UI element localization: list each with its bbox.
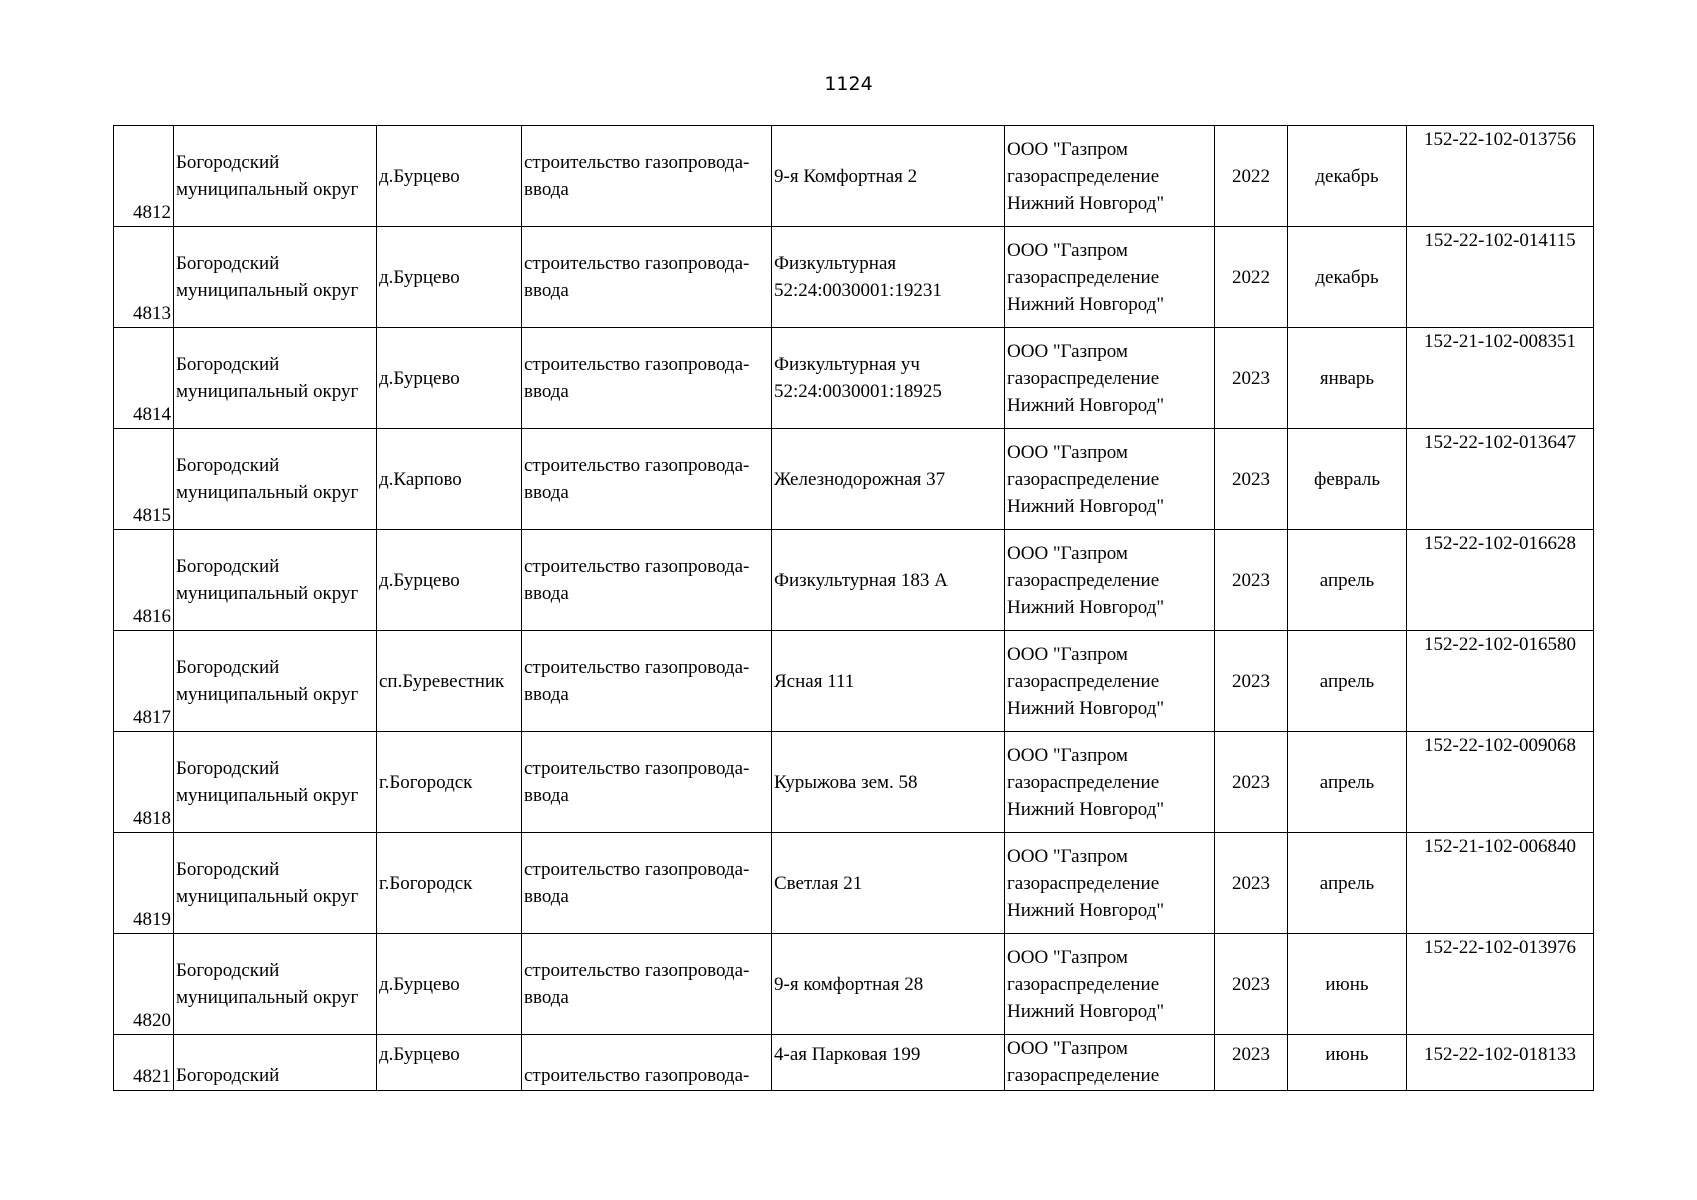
cell-num: 4820 [114, 934, 174, 1035]
cell-org-line: ООО "Газпром [1007, 239, 1128, 261]
cell-month: январь [1288, 328, 1407, 429]
cell-contract: 152-22-102-016628 [1407, 530, 1594, 631]
cell-org-line: Нижний Новгород" [1007, 798, 1165, 820]
cell-district-line: муниципальный округ [176, 886, 359, 907]
cell-year: 2023 [1215, 530, 1288, 631]
cell-address [772, 934, 1005, 1035]
cell-address-line: 52:24:0030001:18925 [774, 381, 942, 402]
cell-district-line: муниципальный округ [176, 381, 359, 402]
cell-address [772, 1035, 1005, 1091]
cell-year: 2023 [1215, 732, 1288, 833]
cell-year: 2022 [1215, 227, 1288, 328]
cell-address [772, 732, 1005, 833]
cell-locality: д.Бурцево [377, 934, 522, 1035]
cell-address-line: Курыжова зем. 58 [774, 771, 918, 793]
cell-locality: д.Бурцево [377, 227, 522, 328]
cell-district-line: муниципальный округ [176, 179, 359, 200]
cell-month: апрель [1288, 833, 1407, 934]
cell-work-line: ввода [524, 179, 569, 200]
cell-district-line: муниципальный округ [176, 987, 359, 1008]
cell-contract: 152-22-102-013647 [1407, 429, 1594, 530]
cell-work-line: строительство газопровода- [524, 1065, 750, 1086]
cell-work-line: ввода [524, 280, 569, 301]
cell-work-line: строительство газопровода- [524, 758, 750, 779]
cell-org [1005, 934, 1215, 1035]
cell-year: 2023 [1215, 1035, 1288, 1091]
cell-locality: г.Богородск [377, 732, 522, 833]
cell-num: 4815 [114, 429, 174, 530]
cell-org-line: газораспределение [1007, 973, 1160, 995]
cell-org [1005, 126, 1215, 227]
cell-work-line: строительство газопровода- [524, 657, 750, 678]
cell-contract: 152-22-102-018133 [1407, 1035, 1594, 1091]
table-row [114, 328, 1594, 429]
table-row [114, 934, 1594, 1035]
cell-org-line: газораспределение [1007, 1065, 1160, 1086]
cell-org-line: газораспределение [1007, 771, 1160, 793]
cell-month: июнь [1288, 934, 1407, 1035]
cell-work [522, 429, 772, 530]
cell-address-line: Железнодорожная 37 [774, 468, 946, 490]
cell-work-line: ввода [524, 886, 569, 907]
cell-org [1005, 732, 1215, 833]
cell-num: 4816 [114, 530, 174, 631]
cell-district [174, 126, 377, 227]
cell-work [522, 126, 772, 227]
cell-district [174, 227, 377, 328]
cell-contract: 152-22-102-009068 [1407, 732, 1594, 833]
cell-work [522, 328, 772, 429]
cell-work-line: ввода [524, 583, 569, 604]
cell-num: 4818 [114, 732, 174, 833]
cell-org-line: газораспределение [1007, 569, 1160, 591]
cell-work [522, 934, 772, 1035]
cell-district-line: Богородский [176, 657, 280, 678]
register-table [113, 125, 1594, 1091]
table-row [114, 1035, 1594, 1091]
cell-num: 4812 [114, 126, 174, 227]
cell-org [1005, 631, 1215, 732]
cell-month: апрель [1288, 530, 1407, 631]
cell-address-line: Ясная 111 [774, 670, 855, 692]
cell-org-line: Нижний Новгород" [1007, 697, 1165, 719]
cell-district [174, 833, 377, 934]
cell-year: 2023 [1215, 429, 1288, 530]
cell-address-line: Физкультурная уч [774, 354, 920, 375]
cell-work-line: строительство газопровода- [524, 859, 750, 880]
cell-address [772, 429, 1005, 530]
cell-org-line: газораспределение [1007, 266, 1160, 288]
cell-locality: д.Карпово [377, 429, 522, 530]
cell-org-line: Нижний Новгород" [1007, 293, 1165, 315]
cell-contract: 152-22-102-016580 [1407, 631, 1594, 732]
cell-address [772, 631, 1005, 732]
cell-locality: д.Бурцево [377, 328, 522, 429]
cell-work-line: ввода [524, 785, 569, 806]
table-row [114, 429, 1594, 530]
cell-org-line: ООО "Газпром [1007, 744, 1128, 766]
cell-contract: 152-22-102-013756 [1407, 126, 1594, 227]
cell-org-line: ООО "Газпром [1007, 1038, 1128, 1059]
cell-org-line: Нижний Новгород" [1007, 192, 1165, 214]
cell-org-line: ООО "Газпром [1007, 845, 1128, 867]
cell-contract: 152-22-102-013976 [1407, 934, 1594, 1035]
cell-org [1005, 227, 1215, 328]
cell-org-line: ООО "Газпром [1007, 643, 1128, 665]
cell-district-line: Богородский [176, 859, 280, 880]
cell-month: февраль [1288, 429, 1407, 530]
cell-district-line: муниципальный округ [176, 583, 359, 604]
cell-org [1005, 429, 1215, 530]
cell-district [174, 1035, 377, 1091]
cell-org-line: газораспределение [1007, 165, 1160, 187]
cell-month: декабрь [1288, 227, 1407, 328]
cell-org-line: Нижний Новгород" [1007, 394, 1165, 416]
cell-work-line: строительство газопровода- [524, 354, 750, 375]
cell-org-line: газораспределение [1007, 670, 1160, 692]
cell-locality: д.Бурцево [377, 1035, 522, 1091]
cell-org-line: газораспределение [1007, 872, 1160, 894]
cell-org-line: Нижний Новгород" [1007, 495, 1165, 517]
cell-district-line: Богородский [176, 253, 280, 274]
cell-district-line: муниципальный округ [176, 482, 359, 503]
cell-district-line: Богородский [176, 960, 280, 981]
cell-contract: 152-22-102-014115 [1407, 227, 1594, 328]
cell-district-line: муниципальный округ [176, 280, 359, 301]
cell-year: 2023 [1215, 328, 1288, 429]
cell-district [174, 328, 377, 429]
cell-org-line: ООО "Газпром [1007, 441, 1128, 463]
cell-work-line: строительство газопровода- [524, 960, 750, 981]
cell-org-line: газораспределение [1007, 367, 1160, 389]
cell-work [522, 530, 772, 631]
table-row [114, 631, 1594, 732]
table-body [114, 126, 1594, 1091]
cell-num: 4814 [114, 328, 174, 429]
cell-address [772, 530, 1005, 631]
cell-work-line: ввода [524, 381, 569, 402]
table-row [114, 530, 1594, 631]
cell-district-line: Богородский [176, 354, 280, 375]
cell-work-line: строительство газопровода- [524, 455, 750, 476]
cell-num: 4813 [114, 227, 174, 328]
cell-year: 2023 [1215, 934, 1288, 1035]
cell-district-line: Богородский [176, 1065, 280, 1086]
cell-month: апрель [1288, 631, 1407, 732]
cell-address-line: 4-ая Парковая 199 [774, 1044, 921, 1065]
table-row [114, 833, 1594, 934]
cell-work [522, 732, 772, 833]
cell-month: июнь [1288, 1035, 1407, 1091]
cell-district-line: Богородский [176, 455, 280, 476]
cell-district-line: Богородский [176, 556, 280, 577]
cell-org-line: Нижний Новгород" [1007, 899, 1165, 921]
cell-work [522, 631, 772, 732]
cell-num: 4817 [114, 631, 174, 732]
cell-district [174, 631, 377, 732]
cell-work-line: строительство газопровода- [524, 556, 750, 577]
cell-address-line: Светлая 21 [774, 872, 863, 894]
table-row [114, 126, 1594, 227]
cell-num: 4821 [114, 1035, 174, 1091]
cell-year: 2023 [1215, 631, 1288, 732]
cell-work-line: ввода [524, 684, 569, 705]
cell-org [1005, 833, 1215, 934]
cell-district [174, 732, 377, 833]
cell-org-line: ООО "Газпром [1007, 138, 1128, 160]
cell-locality: д.Бурцево [377, 530, 522, 631]
cell-address [772, 328, 1005, 429]
cell-year: 2023 [1215, 833, 1288, 934]
cell-contract: 152-21-102-008351 [1407, 328, 1594, 429]
cell-work [522, 833, 772, 934]
cell-org [1005, 530, 1215, 631]
cell-num: 4819 [114, 833, 174, 934]
cell-address [772, 833, 1005, 934]
cell-district-line: Богородский [176, 152, 280, 173]
cell-address [772, 227, 1005, 328]
cell-work [522, 227, 772, 328]
cell-org-line: Нижний Новгород" [1007, 1000, 1165, 1022]
cell-org-line: ООО "Газпром [1007, 340, 1128, 362]
cell-district [174, 530, 377, 631]
cell-locality: д.Бурцево [377, 126, 522, 227]
table-row [114, 227, 1594, 328]
cell-address-line: 52:24:0030001:19231 [774, 280, 942, 301]
cell-locality: сп.Буревестник [377, 631, 522, 732]
cell-work-line: ввода [524, 987, 569, 1008]
page-number: 1124 [824, 73, 873, 95]
cell-year: 2022 [1215, 126, 1288, 227]
cell-address-line: 9-я Комфортная 2 [774, 165, 918, 187]
cell-work-line: строительство газопровода- [524, 152, 750, 173]
cell-address-line: Физкультурная 183 А [774, 569, 948, 591]
cell-work-line: ввода [524, 482, 569, 503]
cell-address-line: 9-я комфортная 28 [774, 973, 924, 995]
cell-org-line: ООО "Газпром [1007, 946, 1128, 968]
cell-district-line: муниципальный округ [176, 684, 359, 705]
table-row [114, 732, 1594, 833]
cell-work-line: строительство газопровода- [524, 253, 750, 274]
cell-org-line: газораспределение [1007, 468, 1160, 490]
cell-work [522, 1035, 772, 1091]
cell-district [174, 429, 377, 530]
cell-address-line: Физкультурная [774, 253, 897, 274]
cell-org [1005, 328, 1215, 429]
cell-address [772, 126, 1005, 227]
cell-district-line: Богородский [176, 758, 280, 779]
cell-district-line: муниципальный округ [176, 785, 359, 806]
cell-org-line: Нижний Новгород" [1007, 596, 1165, 618]
cell-district [174, 934, 377, 1035]
cell-org-line: ООО "Газпром [1007, 542, 1128, 564]
cell-contract: 152-21-102-006840 [1407, 833, 1594, 934]
cell-org [1005, 1035, 1215, 1091]
cell-month: апрель [1288, 732, 1407, 833]
cell-locality: г.Богородск [377, 833, 522, 934]
cell-month: декабрь [1288, 126, 1407, 227]
